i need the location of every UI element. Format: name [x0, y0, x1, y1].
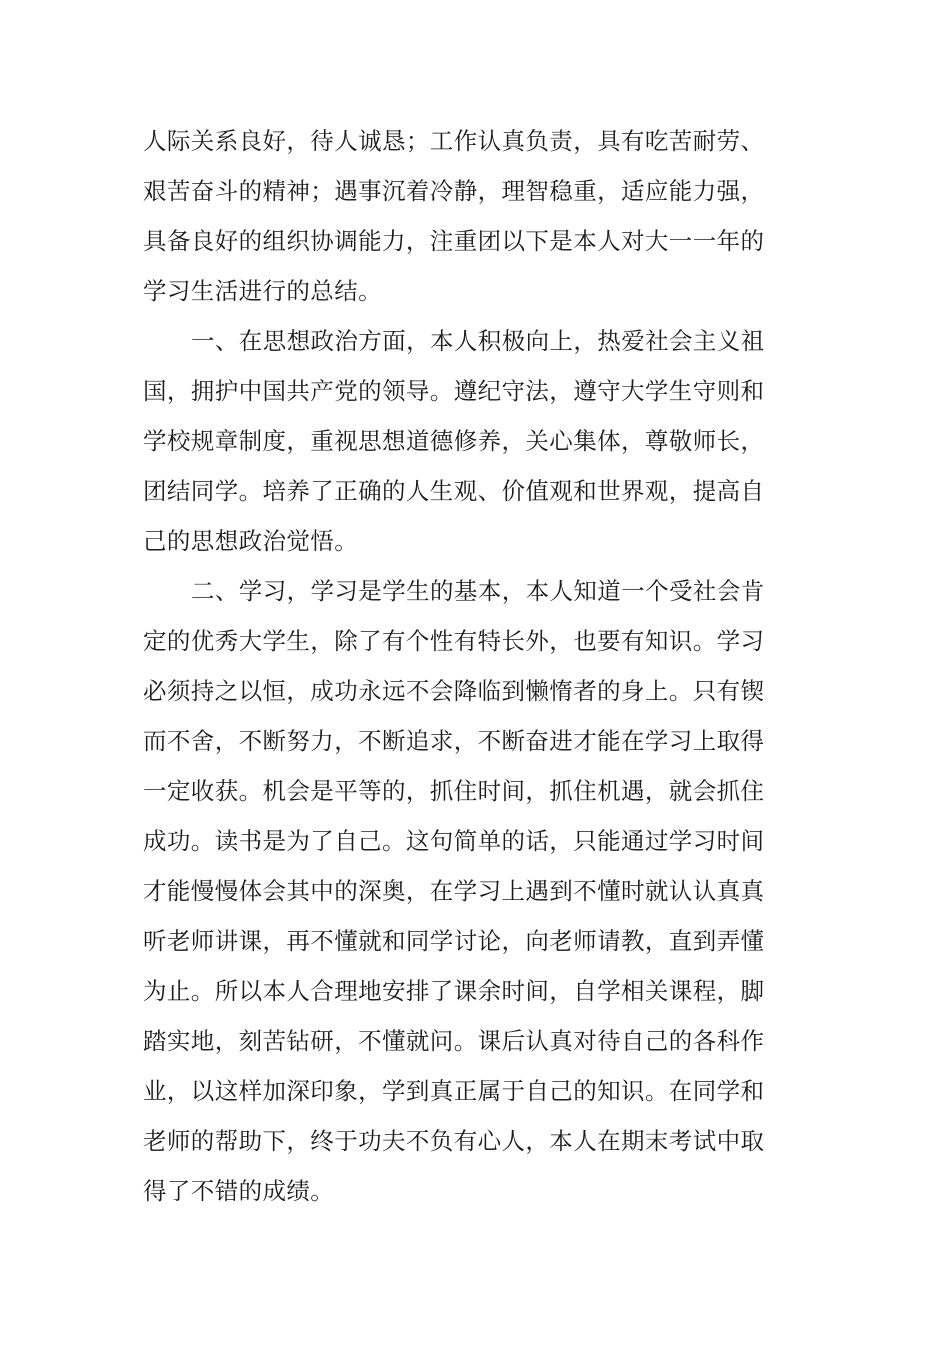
text-line: 学习生活进行的总结。: [143, 277, 382, 305]
text-line: 学校规章制度，重视思想道德修养，关心集体，尊敬师长，: [143, 427, 765, 455]
text-line: 得了不错的成绩。: [143, 1177, 335, 1205]
text-line: 成功。读书是为了自己。这句简单的话，只能通过学习时间: [143, 827, 765, 855]
paragraph-3: [143, 566, 765, 1216]
text-line: 听老师讲课，再不懂就和同学讨论，向老师请教，直到弄懂: [143, 927, 765, 955]
text-line: 国，拥护中国共产党的领导。遵纪守法，遵守大学生守则和: [143, 377, 765, 405]
text-line: 二、学习，学习是学生的基本，本人知道一个受社会肯: [191, 577, 765, 605]
text-line: 老师的帮助下，终于功夫不负有心人，本人在期末考试中取: [143, 1127, 765, 1155]
text-line: 为止。所以本人合理地安排了课余时间，自学相关课程，脚: [143, 977, 765, 1005]
text-line: 踏实地，刻苦钻研，不懂就问。课后认真对待自己的各科作: [143, 1027, 765, 1055]
text-line: 一定收获。机会是平等的，抓住时间，抓住机遇，就会抓住: [143, 777, 765, 805]
text-line: 具备良好的组织协调能力，注重团以下是本人对大一一年的: [143, 227, 765, 255]
text-line: 一、在思想政治方面，本人积极向上，热爱社会主义祖: [191, 327, 765, 355]
text-line: 人际关系良好，待人诚恳；工作认真负责，具有吃苦耐劳、: [143, 127, 765, 155]
text-line: 己的思想政治觉悟。: [143, 527, 359, 555]
text-line: 业，以这样加深印象，学到真正属于自己的知识。在同学和: [143, 1077, 765, 1105]
text-line: 才能慢慢体会其中的深奥，在学习上遇到不懂时就认认真真: [143, 877, 765, 905]
text-line: 而不舍，不断努力，不断追求，不断奋进才能在学习上取得: [143, 727, 765, 755]
text-line: 必须持之以恒，成功永远不会降临到懒惰者的身上。只有锲: [143, 677, 765, 705]
text-line: 团结同学。培养了正确的人生观、价值观和世界观，提高自: [143, 477, 765, 505]
document-body: [143, 116, 765, 1216]
text-line: 艰苦奋斗的精神；遇事沉着冷静，理智稳重，适应能力强，: [143, 177, 765, 205]
paragraph-1: [143, 116, 765, 316]
text-line: 定的优秀大学生，除了有个性有特长外，也要有知识。学习: [143, 627, 765, 655]
paragraph-2: [143, 316, 765, 566]
